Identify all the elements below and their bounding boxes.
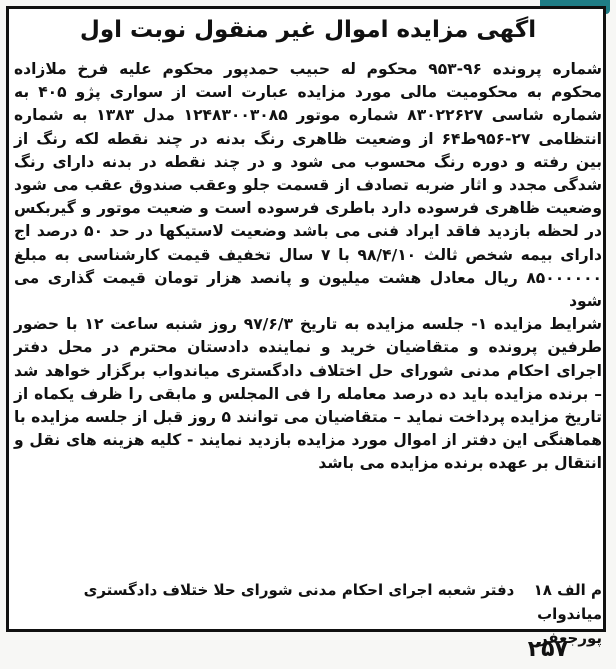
notice-title: اگهی مزایده اموال غیر منقول نوبت اول [79, 17, 537, 43]
notice-paragraph-details: شماره پرونده ۹۶-۹۵۳ محکوم له حبیب حمدپور محکوم علیه فرخ ملازاده محکوم به محکومیت مالی مورد مزایده عبارت است از سواری پژو ۴۰۵ به شماره شاسی ۸۳۰۲۲۶۲۷ شماره موتور ۱۲۴۸۳۰۰۳۰۸۵ مدل ۱۳۸۳ به شماره انتظامی ۲۷-۹۵۶ط۶۴ از وضعیت ظاهری رنگ بدنه در چند نقطه لکه رنگ از بین رفته و دوره رنگ محسوب می شود و در چند نقطه در بدنه دارای رنگ شدگی مجدد و اثار ضربه تصادف از قسمت جلو وعقب صندوق عقب می شود وضعیت ظاهری فرسوده دارد باطری فرسوده است و ضعیت موتور و گیربکس در لحظه بازدید فاقد ایراد فنی می باشد وضعیت لاستیکها در حد ۵۰ درصد اج دارای بیمه شخص ثالث ۹۸/۴/۱۰ با ۷ سال تخفیف قیمت کارشناسی به مبلغ ۸۵۰۰۰۰۰۰ ریال معادل هشت میلیون و پانصد هزار تومان قیمت گذاری می شود [14, 60, 602, 311]
signature-block [14, 578, 602, 650]
signatory-name: پورجعفر [538, 629, 602, 647]
page-number: ۲۵۷ [527, 637, 568, 662]
notice-body [14, 58, 602, 476]
notice-paragraph-conditions: شرایط مزایده ۱- جلسه مزایده به تاریخ ۹۷/۶/۳ روز شنبه ساعت ۱۲ با حضور طرفین پرونده و متقاضیان خرید و نماینده دادستان محترم در محل دفتر اجرای احکام مدنی شورای حل اختلاف دادگستری میاندواب برگزار خواهد شد – برنده مزایده باید ده درصد معامله را فی المجلس و مابقی را ظرف یکماه از تاریخ مزایده پرداخت نماید – متقاضیان می توانند ۵ روز قبل از جلسه مزایده با هماهنگی این دفتر از اموال مورد مزایده بازدید نمایند - کلیه هزینه های نقل و انتقال بر عهده برنده مزایده می باشد [14, 315, 603, 473]
issuing-office: دفتر شعبه اجرای احکام مدنی شورای حلا ختلاف دادگستری میاندواب [83, 581, 602, 623]
notice-code: م الف ۱۸ [533, 581, 602, 599]
